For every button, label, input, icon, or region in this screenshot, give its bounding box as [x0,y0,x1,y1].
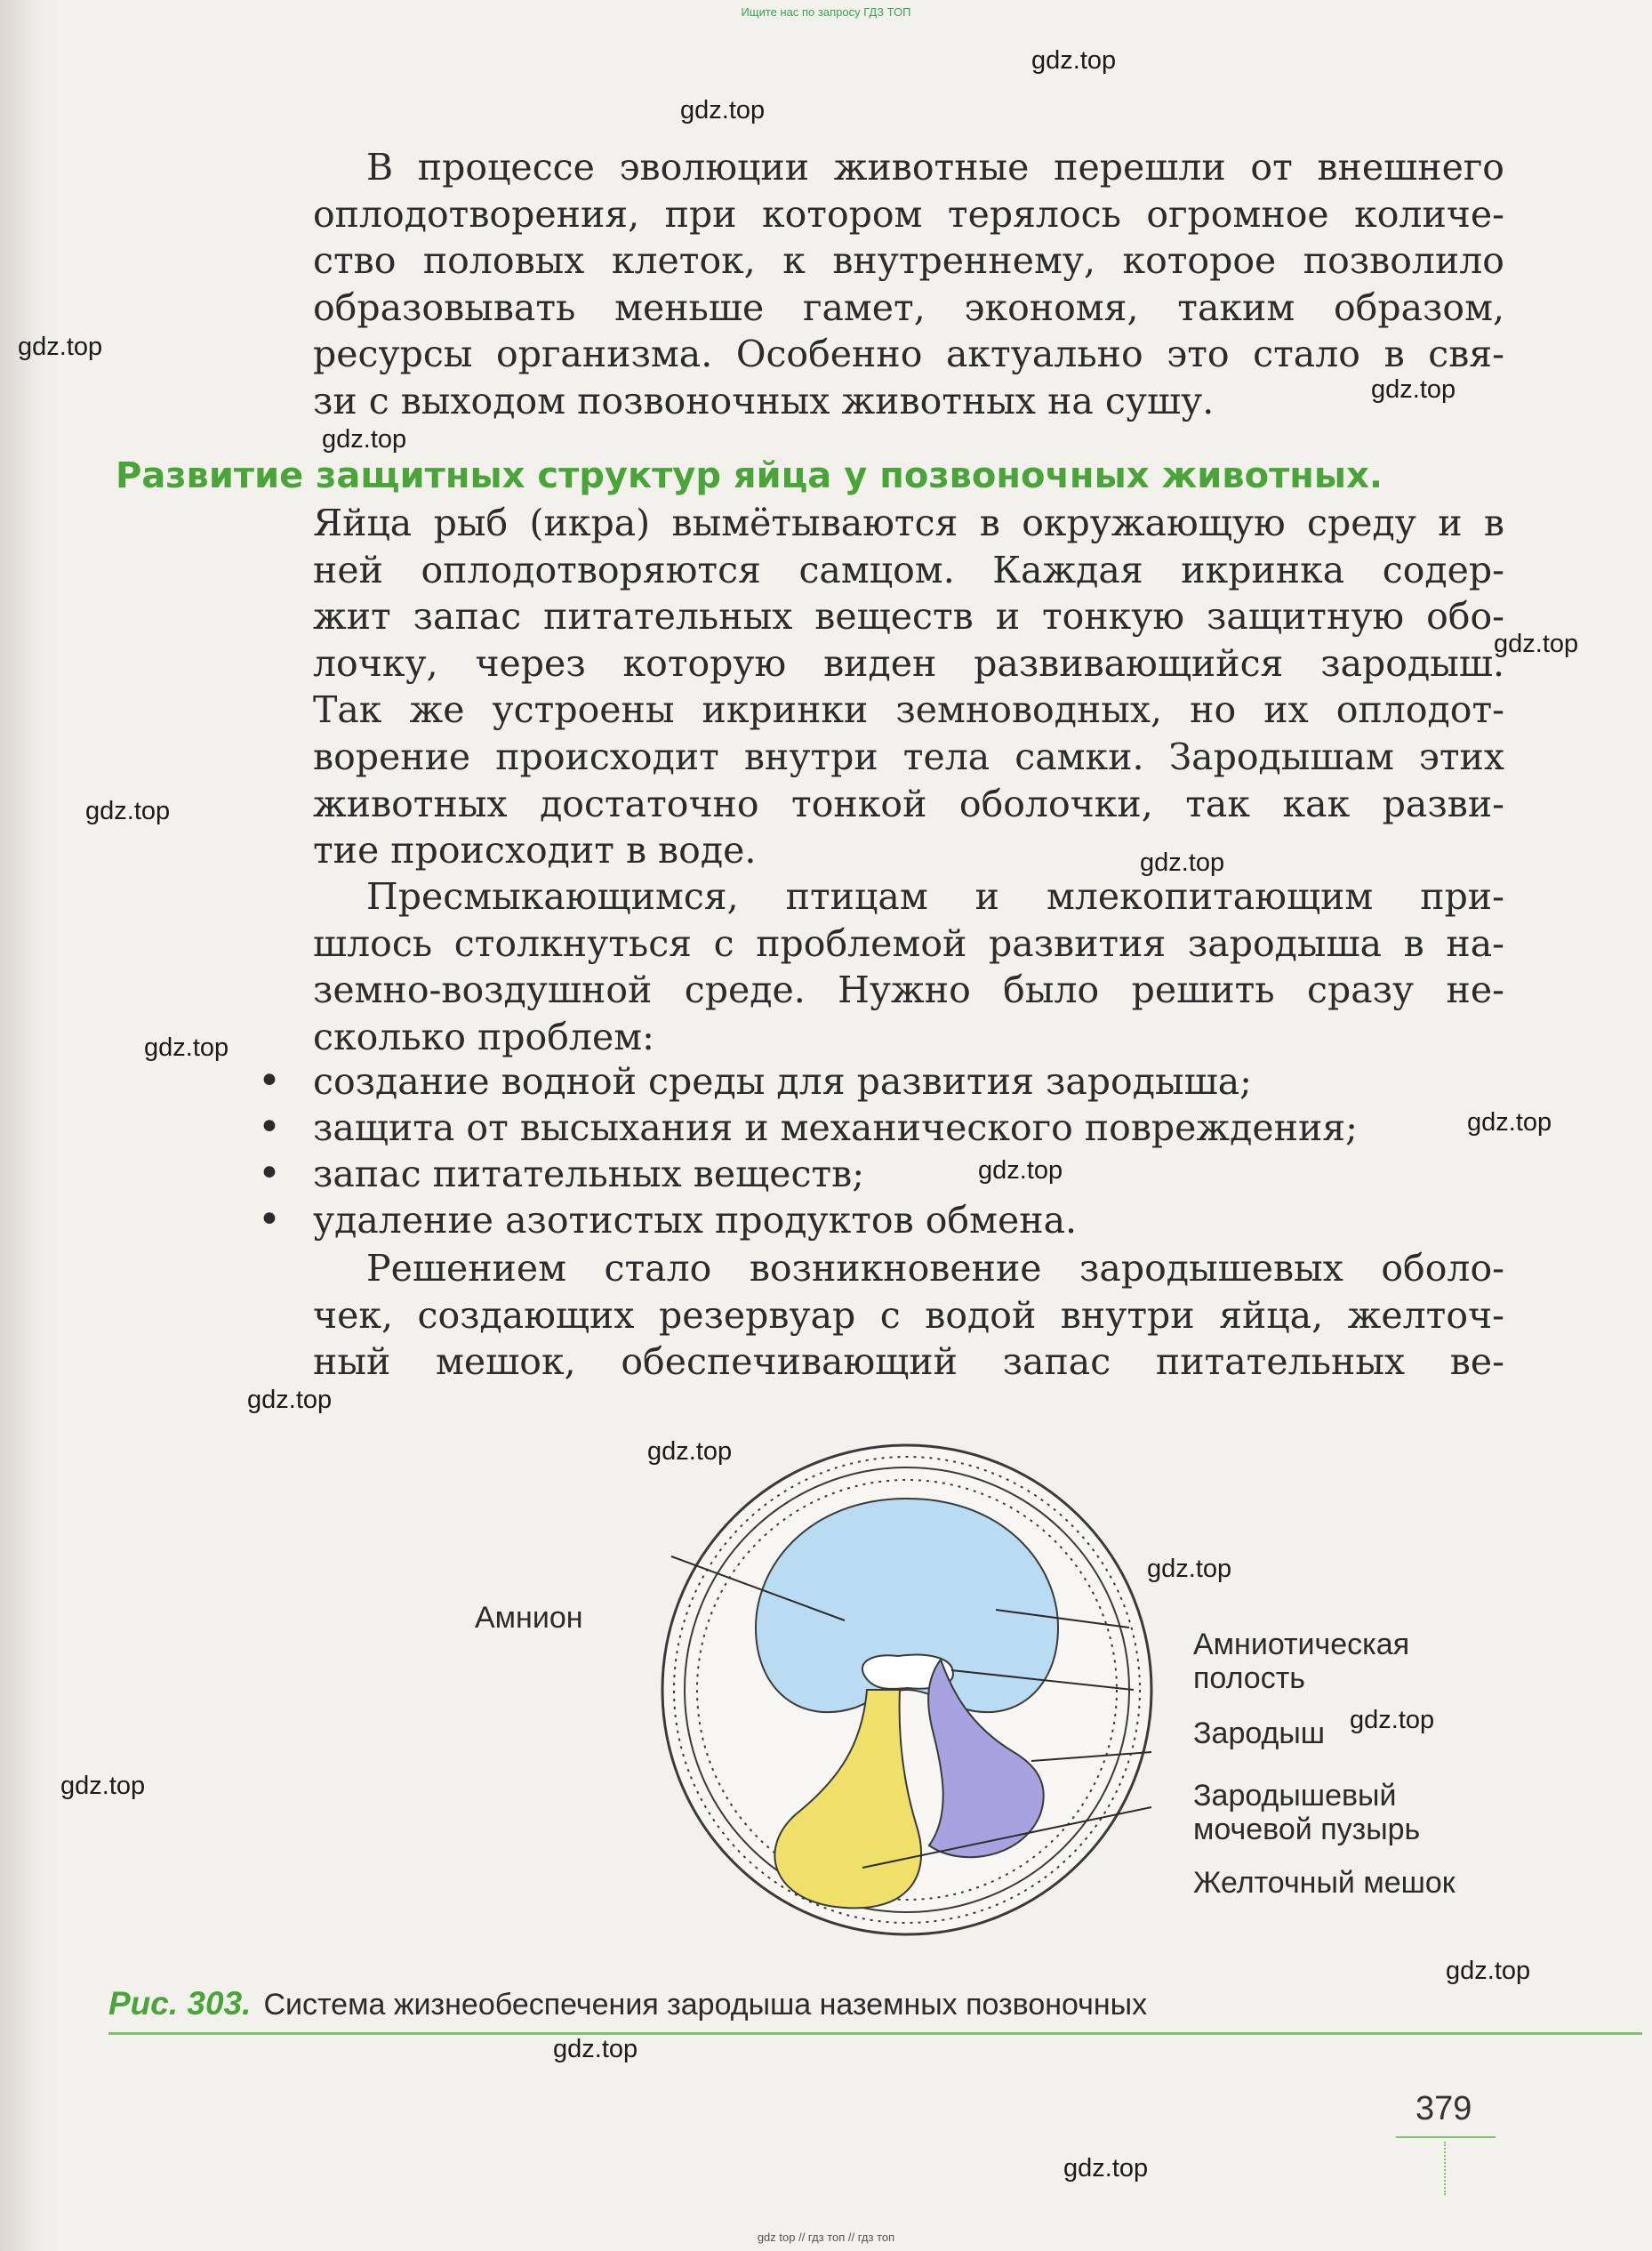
watermark: gdz.top [1446,1957,1531,1985]
figure-caption [108,1985,1147,2022]
text-line: оплодотворения, при котором терялось огромное количе- [313,192,1504,236]
text-line: ресурсы организма. Особенно актуально это стало в свя- [313,333,1504,376]
paragraph-evolution [313,144,1504,425]
text-line: В процессе эволюции животные перешли от внешнего [366,146,1504,189]
text-line: сколько проблем: [313,1015,654,1058]
list-item: • защита от высыхания и механического повреждения; [258,1105,1358,1151]
watermark: gdz.top [1494,630,1579,658]
text-line: ней оплодотворяются самцом. Каждая икринка содер- [313,548,1504,591]
watermark: gdz.top [647,1437,733,1466]
page-number-dots [1444,2142,1446,2195]
text-line: Так же устроены икринки земноводных, но их оплодот- [313,688,1504,732]
paragraph-land-problems [313,873,1504,1060]
label-amniotic-cavity: Амниотическая полость [1193,1628,1410,1695]
watermark: gdz.top [978,1156,1063,1185]
text-line: животных достаточно тонкой оболочки, так как разви- [313,782,1504,825]
watermark: gdz.top [322,425,407,454]
watermark: gdz.top [1140,848,1225,877]
figure-number: Рис. 303. [108,1985,252,2022]
text-line: шлось столкнуться с проблемой развития зародыша в на- [313,921,1504,965]
text-line: жит запас питательных веществ и тонкую защитную обо- [313,595,1504,639]
text-line: ворение происходит внутри тела самки. Зародышам этих [313,735,1504,778]
text-line: земно-воздушной среде. Нужно было решить сразу не- [313,969,1504,1012]
text-line: образовывать меньше гамет, экономя, таким образом, [313,285,1504,329]
text-line: чек, создающих резервуар с водой внутри яйца, желточ- [313,1293,1504,1337]
paragraph-solution [313,1245,1504,1386]
watermark: gdz.top [1350,1706,1435,1734]
text-line: зи с выходом позвоночных животных на сушу. [313,379,1215,422]
list-item: • удаление азотистых продуктов обмена. [258,1197,1358,1243]
problems-list [258,1058,1358,1243]
watermark: gdz.top [1147,1555,1232,1583]
top-search-note: Ищите нас по запросу ГДЗ ТОП [741,5,911,19]
page-number: 379 [1415,2090,1472,2127]
label-embryo: Зародыш [1193,1716,1326,1750]
text-line: ный мешок, обеспечивающий запас питательных ве- [313,1340,1504,1384]
text-line: Яйца рыб (икра) вымётываются в окружающую среду и в [313,502,1504,544]
label-amnion: Амнион [475,1601,583,1635]
label-yolk-sac: Желточный мешок [1193,1866,1456,1900]
text-line: Пресмыкающимся, птицам и млекопитающим при- [366,875,1504,918]
figure-caption-text: Система жизнеобеспечения зародыша наземных позвоночных [263,1988,1148,2022]
watermark: gdz.top [553,2035,638,2063]
text-line: ство половых клеток, к внутреннему, которое позволило [313,239,1504,283]
embryo-membranes-diagram [640,1423,1174,1974]
watermark: gdz.top [18,333,103,361]
watermark: gdz.top [247,1386,333,1414]
text-line: лочку, через которую виден развивающийся зародыш. [313,641,1504,685]
watermark: gdz.top [85,797,171,825]
list-item: • запас питательных веществ; [258,1151,1358,1197]
caption-divider [108,2032,1642,2035]
section-heading: Развитие защитных структур яйца у позвоночных животных. [116,455,1383,496]
watermark: gdz.top [144,1033,229,1062]
paragraph-fish-eggs [313,500,1504,874]
watermark: gdz.top [60,1772,146,1800]
text-line: тие происходит в воде. [313,829,757,872]
watermark: gdz.top [1031,46,1117,75]
page-number-rule [1396,2136,1496,2138]
watermark: gdz.top [1467,1108,1552,1137]
watermark: gdz.top [1371,375,1456,404]
text-line: Решением стало возникновение зародышевых оболо- [366,1247,1504,1290]
list-item: • создание водной среды для развития зародыша; [258,1058,1358,1105]
watermark: gdz.top [1063,2154,1149,2183]
label-allantois: Зародышевый мочевой пузырь [1193,1779,1421,1846]
bottom-note: gdz top // гдз топ // гдз топ [757,2231,895,2244]
watermark: gdz.top [680,96,766,125]
